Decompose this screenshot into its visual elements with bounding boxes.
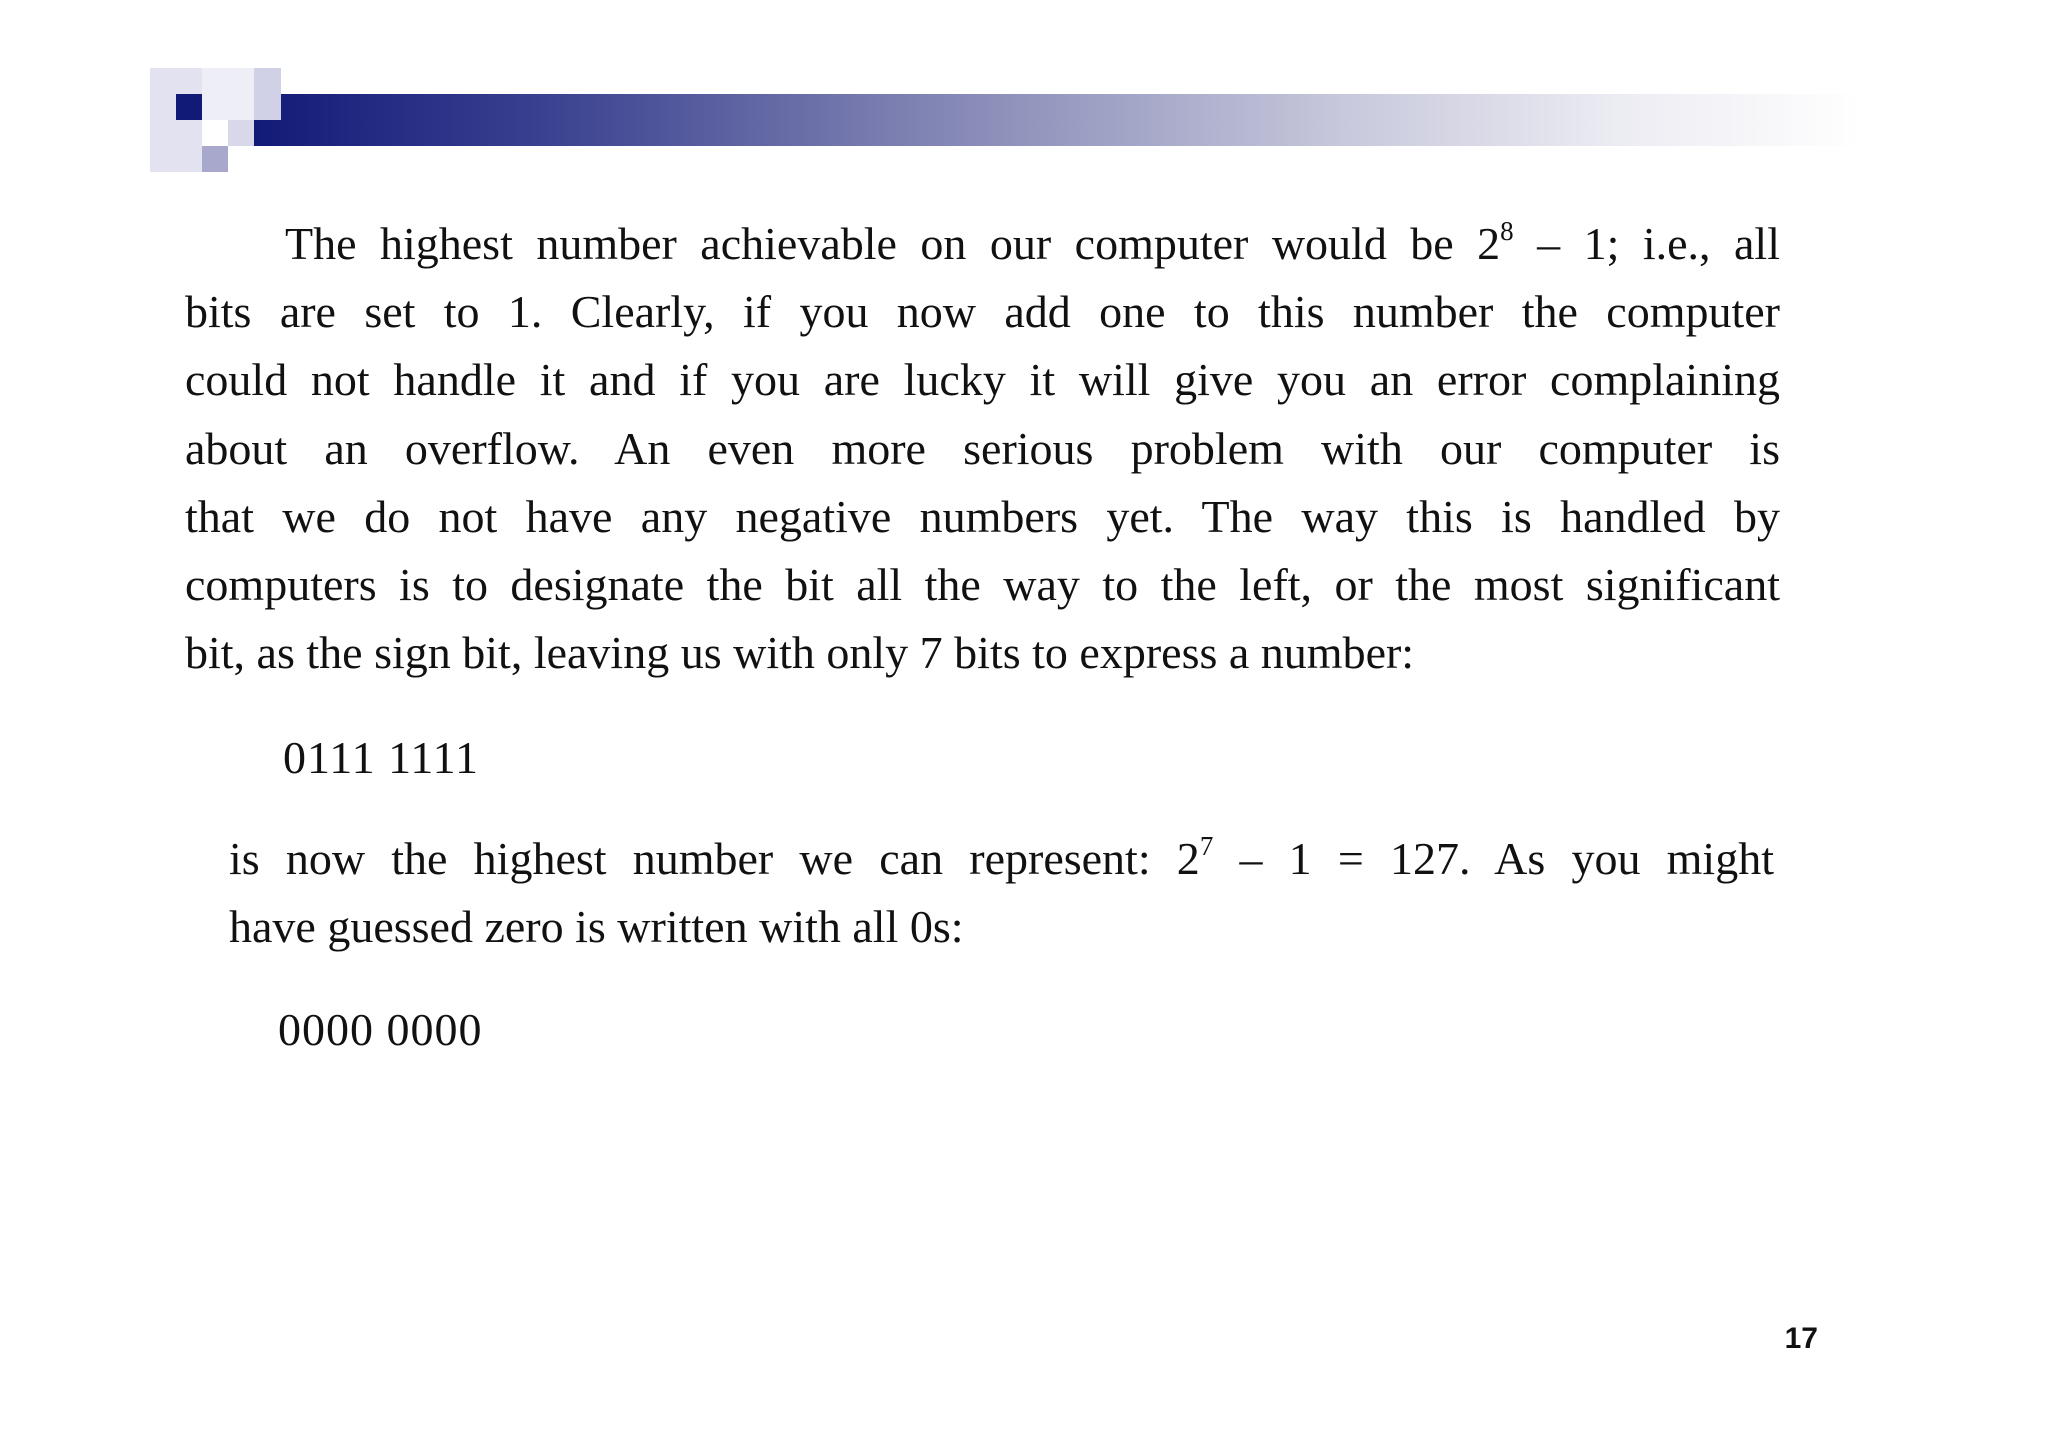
text-line: could not handle it and if you are lucky it will give you an error complaining (185, 354, 1780, 406)
text-line (229, 825, 1774, 893)
text-line (235, 210, 1780, 278)
text-segment: – 1; i.e., all (1513, 218, 1780, 269)
binary-value-zero: 0000 0000 (278, 1004, 483, 1055)
text-line: that we do not have any negative numbers yet. The way this is handled by (185, 490, 1780, 542)
binary-value-max: 0111 1111 (283, 732, 479, 783)
text-segment: is now the highest number we can represent: 2 (229, 833, 1200, 884)
text-line: about an overflow. An even more serious problem with our computer is (185, 422, 1780, 474)
deco-square (254, 68, 281, 120)
deco-square (228, 120, 254, 146)
text-line: computers is to designate the bit all the way to the left, or the most significant (185, 559, 1780, 611)
superscript: 8 (1500, 216, 1514, 246)
superscript: 7 (1199, 831, 1214, 861)
header-gradient-bar (254, 94, 1864, 146)
deco-square (176, 94, 202, 120)
text-line: have guessed zero is written with all 0s: (229, 901, 964, 953)
body-paragraph-2 (229, 825, 1774, 961)
text-segment: The highest number achievable on our computer would be 2 (285, 218, 1501, 269)
deco-square (202, 68, 254, 120)
deco-square (150, 68, 202, 172)
text-segment: – 1 = 127. As you might (1213, 833, 1774, 884)
header-decoration (0, 0, 2048, 200)
deco-square (202, 146, 228, 172)
text-line: bits are set to 1. Clearly, if you now add one to this number the computer (185, 286, 1780, 338)
text-line: bit, as the sign bit, leaving us with only 7 bits to express a number: (185, 627, 1415, 679)
page-number: 17 (1784, 1322, 1818, 1355)
body-paragraph-1 (185, 210, 1780, 687)
